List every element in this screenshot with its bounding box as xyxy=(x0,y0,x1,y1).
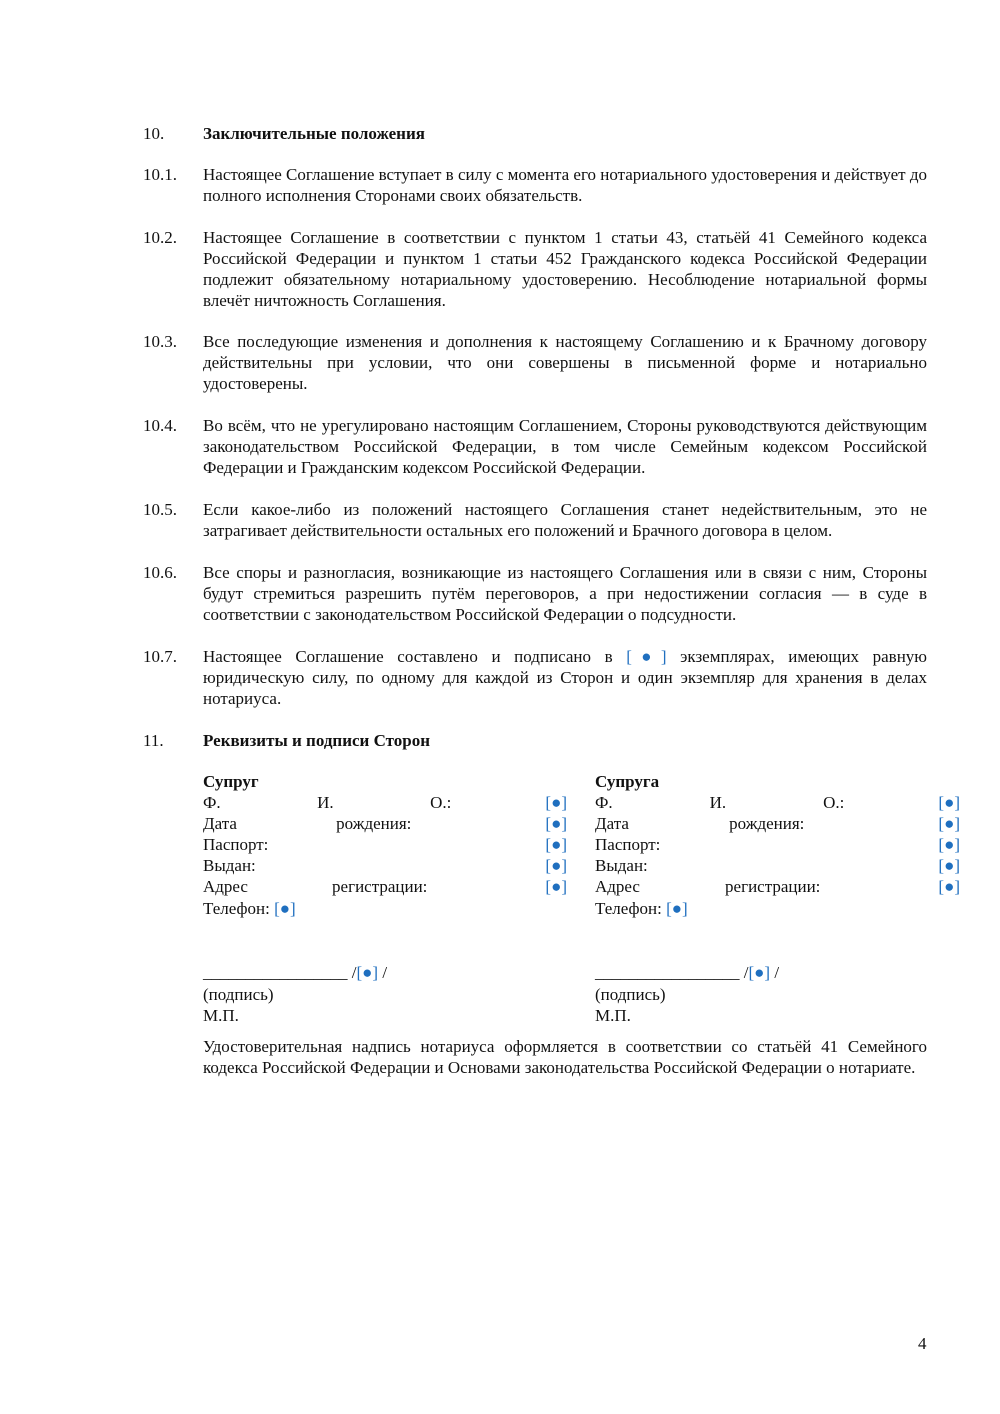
issued-label: Выдан: xyxy=(203,856,256,875)
dob-label-2: рождения: xyxy=(729,814,805,833)
page-number: 4 xyxy=(918,1334,927,1353)
address-label-2: регистрации: xyxy=(725,877,821,896)
passport-row xyxy=(595,834,960,855)
fio-label-i: И. xyxy=(317,793,334,812)
signature-caption: (подпись) xyxy=(595,985,666,1004)
phone-row xyxy=(203,898,296,919)
clause-text-before: Настоящее Соглашение составлено и подписано в xyxy=(203,647,613,666)
address-label-1: Адрес xyxy=(203,877,248,896)
placeholder-marker: [●] xyxy=(545,856,567,875)
signature-caption: (подпись) xyxy=(203,985,274,1004)
phone-label: Телефон: xyxy=(595,899,662,918)
issued-row xyxy=(203,855,567,876)
clause-number: 10.5. xyxy=(143,500,177,519)
clause-text: Все споры и разногласия, возникающие из настоящего Соглашения или в связи с ним, Стороны будут стремиться разрешить путём переговоров, а при недостижении согласия — в суде в соответствии с законодательством Российской Федерации о подсудности. xyxy=(203,563,927,624)
section-title: Реквизиты и подписи Сторон xyxy=(203,731,431,750)
placeholder-marker: [●] xyxy=(545,835,567,854)
signature-separator: / xyxy=(382,963,388,982)
placeholder-marker: [●] xyxy=(938,856,960,875)
passport-label: Паспорт: xyxy=(595,835,661,854)
fio-label-f: Ф. xyxy=(595,793,613,812)
fio-label-i: И. xyxy=(709,793,727,812)
seal-label: М.П. xyxy=(595,1006,631,1025)
section-number: 10. xyxy=(143,124,165,143)
clause-number: 10.4. xyxy=(143,416,177,435)
placeholder-marker: [●] xyxy=(938,793,960,812)
placeholder-marker: [●] xyxy=(274,899,296,918)
clause-text xyxy=(203,646,927,709)
dob-label-1: Дата xyxy=(203,814,237,833)
signature-underline: _________________ xyxy=(203,963,348,982)
section-title: Заключительные положения xyxy=(203,124,425,143)
fio-row xyxy=(203,792,567,813)
party-title: Супруга xyxy=(595,772,660,791)
placeholder-marker: [●] xyxy=(356,963,379,982)
signature-separator: / xyxy=(351,963,357,982)
passport-row xyxy=(203,834,567,855)
clause-number: 10.3. xyxy=(143,332,177,351)
clause-text: Если какое-либо из положений настоящего Соглашения станет недействительным, это не затрагивает действительности остальных его положений и Брачного договора в целом. xyxy=(203,500,927,540)
clause-number: 10.6. xyxy=(143,563,177,582)
placeholder-marker: [●] xyxy=(938,835,960,854)
signature-line xyxy=(203,962,387,983)
signature-underline: _________________ xyxy=(595,963,740,982)
placeholder-marker: [●] xyxy=(545,793,567,812)
clause-text: Настоящее Соглашение вступает в силу с момента его нотариального удостоверения и действует до полного исполнения Сторонами своих обязательств. xyxy=(203,165,927,205)
fio-row xyxy=(595,792,960,813)
section-number: 11. xyxy=(143,731,164,750)
clause-text-after: экземплярах, имеющих равную юридическую силу, по одному для каждой из Сторон и один экземпляр для хранения в делах нотариуса. xyxy=(203,647,928,708)
address-row xyxy=(595,876,960,897)
placeholder-marker: [●] xyxy=(748,963,771,982)
phone-row xyxy=(595,898,688,919)
clause-text: Во всём, что не урегулировано настоящим Соглашением, Стороны руководствуются действующим законодательством Российской Федерации, в том числе Семейным кодексом Российской Федерации и Гражданским кодексом Российской Федерации. xyxy=(203,416,927,477)
clause-number: 10.1. xyxy=(143,165,177,184)
address-row xyxy=(203,876,567,897)
dob-row xyxy=(595,813,960,834)
fio-label-o: О.: xyxy=(823,793,845,812)
fio-label-f: Ф. xyxy=(203,793,221,812)
placeholder-marker: [●] xyxy=(545,877,567,896)
placeholder-marker: [●] xyxy=(626,647,667,666)
signature-separator: / xyxy=(743,963,749,982)
address-label-2: регистрации: xyxy=(332,877,428,896)
clause-number: 10.2. xyxy=(143,228,177,247)
notary-note: Удостоверительная надпись нотариуса оформляется в соответствии со статьёй 41 Семейного кодекса Российской Федерации и Основами законодательства Российской Федерации о нотариате. xyxy=(203,1037,927,1077)
seal-label: М.П. xyxy=(203,1006,239,1025)
clause-number: 10.7. xyxy=(143,647,177,666)
placeholder-marker: [●] xyxy=(666,899,688,918)
placeholder-marker: [●] xyxy=(545,814,567,833)
fio-label-o: О.: xyxy=(430,793,452,812)
clause-text: Все последующие изменения и дополнения к настоящему Соглашению и к Брачному договору действительны при условии, что они совершены в письменной форме и нотариально удостоверены. xyxy=(203,332,927,393)
dob-label-1: Дата xyxy=(595,814,629,833)
clause-text: Настоящее Соглашение в соответствии с пунктом 1 статьи 43, статьёй 41 Семейного кодекса Российской Федерации и пунктом 1 статьи 452 Гражданского кодекса Российской Федерации подлежит обязательному нотариальному удостоверению. Несоблюдение нотариальной формы влечёт ничтожность Соглашения. xyxy=(203,228,927,310)
party-title: Супруг xyxy=(203,772,259,791)
phone-label: Телефон: xyxy=(203,899,270,918)
address-label-1: Адрес xyxy=(595,877,640,896)
dob-label-2: рождения: xyxy=(336,814,412,833)
signature-separator: / xyxy=(774,963,780,982)
signature-line xyxy=(595,962,779,983)
placeholder-marker: [●] xyxy=(938,814,960,833)
passport-label: Паспорт: xyxy=(203,835,269,854)
placeholder-marker: [●] xyxy=(938,877,960,896)
issued-label: Выдан: xyxy=(595,856,648,875)
issued-row xyxy=(595,855,960,876)
dob-row xyxy=(203,813,567,834)
